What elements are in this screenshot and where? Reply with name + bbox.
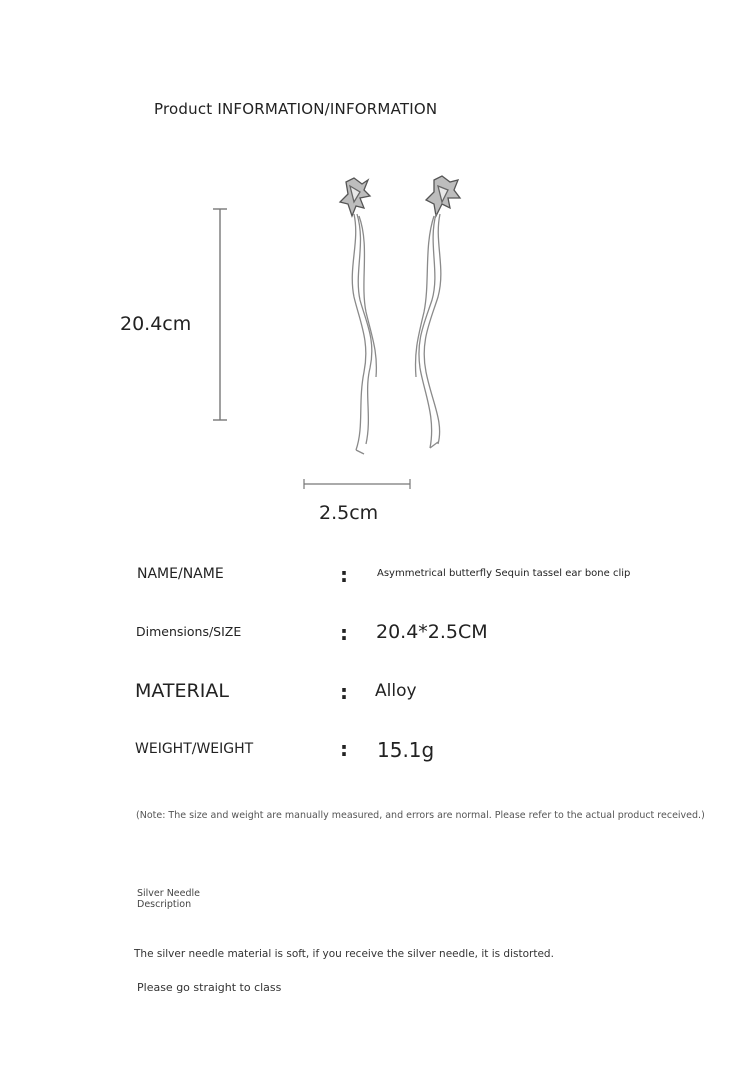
spec-colon-material: :	[340, 680, 348, 704]
earrings-product-image	[330, 172, 470, 457]
width-label: 2.5cm	[319, 502, 379, 524]
spec-label-weight: WEIGHT/WEIGHT	[135, 741, 254, 757]
spec-colon-size: :	[340, 621, 348, 645]
width-dimension-line	[300, 476, 415, 492]
spec-label-name: NAME/NAME	[137, 566, 224, 582]
silver-needle-heading	[137, 888, 200, 910]
left-earring	[340, 178, 376, 454]
spec-colon-weight: :	[340, 737, 348, 761]
spec-value-material: Alloy	[375, 681, 417, 701]
spec-label-material: MATERIAL	[135, 680, 229, 702]
measurement-note: (Note: The size and weight are manually measured, and errors are normal. Please refer to the actual product received.)	[136, 810, 705, 821]
spec-value-name: Asymmetrical butterfly Sequin tassel ear bone clip	[377, 568, 631, 579]
silver-needle-instruction: Please go straight to class	[137, 981, 282, 994]
spec-colon-name: :	[340, 563, 348, 587]
page-title: Product INFORMATION/INFORMATION	[154, 100, 438, 118]
silver-needle-text: The silver needle material is soft, if you receive the silver needle, it is distorted.	[134, 948, 554, 960]
height-dimension-line	[205, 205, 235, 425]
silver-needle-heading-line1: Silver Needle	[137, 888, 201, 899]
height-label: 20.4cm	[120, 313, 192, 335]
silver-needle-heading-line2: Description	[137, 899, 192, 910]
spec-label-size: Dimensions/SIZE	[136, 624, 242, 639]
spec-value-weight: 15.1g	[377, 738, 435, 762]
right-earring	[415, 176, 460, 448]
spec-value-size: 20.4*2.5CM	[376, 621, 488, 643]
